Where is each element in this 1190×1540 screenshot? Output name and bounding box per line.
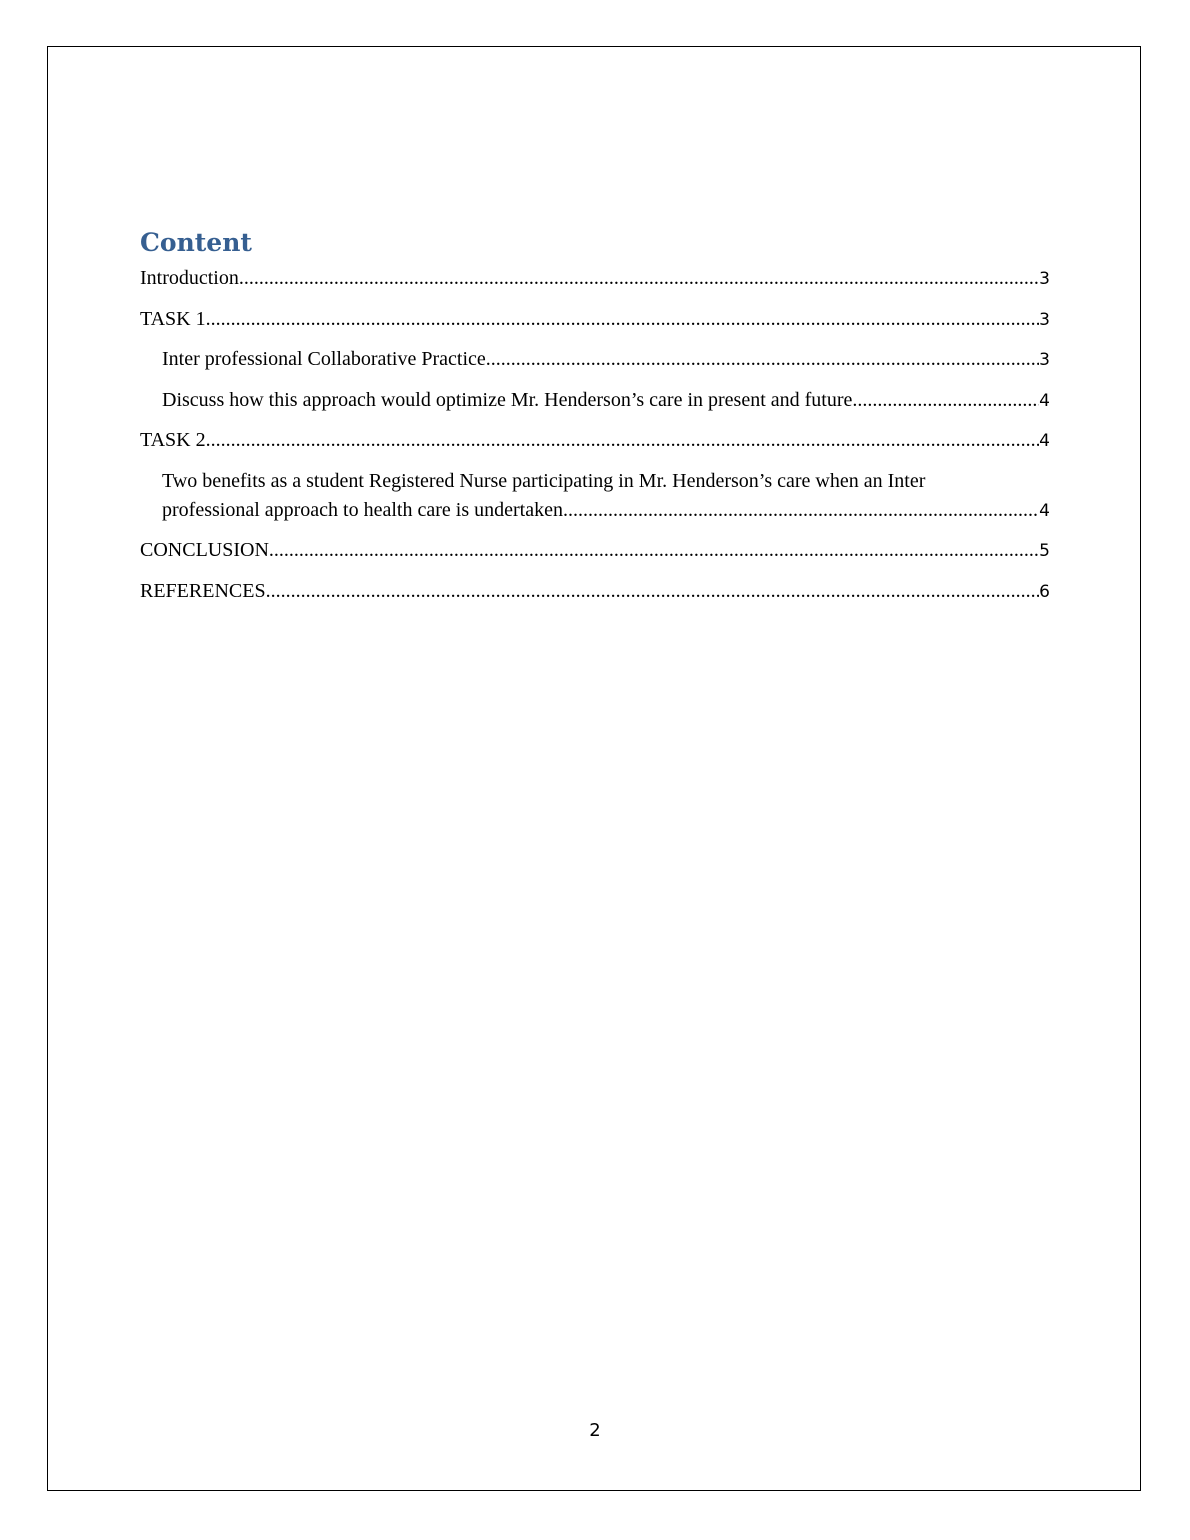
toc-entry-conclusion[interactable] <box>140 536 1050 566</box>
table-of-contents <box>140 226 1050 617</box>
toc-entry-two-benefits[interactable] <box>140 467 1050 526</box>
toc-entry-page: 4 <box>1039 390 1050 411</box>
toc-leader-dots <box>563 496 1039 525</box>
toc-leader-dots <box>486 345 1039 374</box>
toc-leader-dots <box>266 577 1040 606</box>
toc-entry-label: Introduction <box>140 267 239 289</box>
toc-leader-dots <box>852 386 1039 415</box>
toc-leader-dots <box>206 426 1040 455</box>
toc-entry-label-line-1: Two benefits as a student Registered Nurse participating in Mr. Henderson’s care when an Inter <box>162 469 926 492</box>
toc-entry-optimize-care[interactable] <box>140 386 1050 416</box>
toc-entry-task-2[interactable] <box>140 426 1050 456</box>
toc-entry-page: 4 <box>1039 500 1050 521</box>
page-number: 2 <box>589 1420 601 1441</box>
toc-entry-task-1[interactable] <box>140 305 1050 335</box>
toc-entry-introduction[interactable] <box>140 264 1050 294</box>
toc-entry-interprofessional-practice[interactable] <box>140 345 1050 375</box>
toc-entry-label: Inter professional Collaborative Practice <box>162 348 486 370</box>
toc-entry-page: 3 <box>1039 309 1050 330</box>
toc-entry-label: TASK 1 <box>140 307 206 330</box>
toc-entry-label: REFERENCES <box>140 579 266 602</box>
toc-entry-page: 5 <box>1039 541 1050 561</box>
toc-entry-page: 4 <box>1039 431 1050 451</box>
toc-entry-page: 3 <box>1039 269 1050 289</box>
toc-entry-label: Discuss how this approach would optimize Mr. Henderson’s care in present and future <box>162 388 853 411</box>
toc-entry-page: 6 <box>1039 581 1050 602</box>
toc-title: Content <box>140 228 252 257</box>
toc-leader-dots <box>239 264 1039 293</box>
toc-entry-label-line-2: professional approach to health care is undertaken <box>162 498 563 521</box>
toc-leader-dots <box>206 305 1040 334</box>
toc-entry-label: CONCLUSION <box>140 539 269 561</box>
toc-leader-dots <box>269 536 1039 565</box>
toc-entry-page: 3 <box>1039 350 1050 370</box>
toc-entry-references[interactable] <box>140 577 1050 607</box>
toc-entry-label: TASK 2 <box>140 429 206 451</box>
